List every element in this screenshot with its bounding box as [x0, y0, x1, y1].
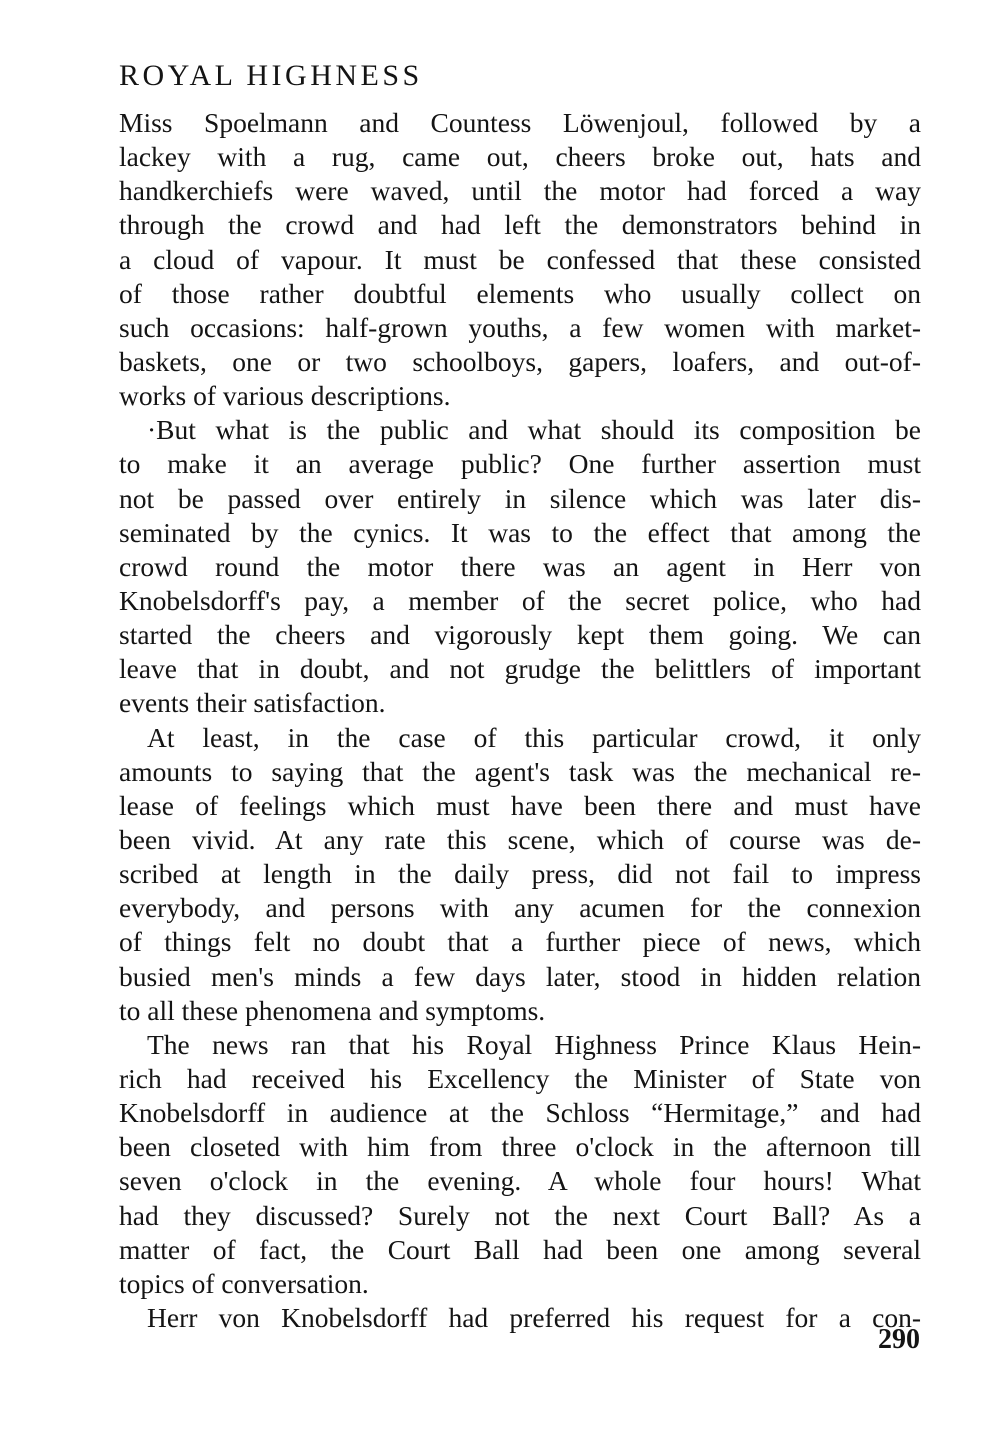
text-line: had they discussed? Surely not the next Court Ball? As a — [119, 1199, 921, 1231]
text-line: lackey with a rug, came out, cheers broke out, hats and — [119, 141, 921, 173]
text-line: handkerchiefs were waved, until the motor had forced a way — [119, 175, 921, 207]
text-line: The news ran that his Royal Highness Prince Klaus Hein- — [147, 1028, 921, 1060]
text-line: Herr von Knobelsdorff had preferred his request for a con- — [147, 1301, 921, 1333]
text-line: such occasions: half-grown youths, a few women with market- — [119, 311, 921, 343]
text-line: topics of conversation. — [119, 1267, 369, 1299]
running-head-title: ROYAL HIGHNESS — [119, 59, 423, 92]
text-line: everybody, and persons with any acumen for the connexion — [119, 892, 921, 924]
text-line: baskets, one or two schoolboys, gapers, loafers, and out-of- — [119, 345, 921, 377]
text-line: Knobelsdorff's pay, a member of the secret police, who had — [119, 584, 921, 616]
page-number: 290 — [878, 1324, 920, 1355]
paragraph-1 — [119, 106, 921, 413]
body-text — [119, 106, 921, 1335]
text-line: to all these phenomena and symptoms. — [119, 994, 546, 1026]
text-line: busied men's minds a few days later, stood in hidden relation — [119, 960, 921, 992]
text-line: seminated by the cynics. It was to the effect that among the — [119, 516, 921, 548]
text-line: been closeted with him from three o'clock in the afternoon till — [119, 1131, 921, 1163]
text-line: At least, in the case of this particular crowd, it only — [147, 721, 921, 753]
text-line: crowd round the motor there was an agent in Herr von — [119, 550, 921, 582]
text-line: through the crowd and had left the demonstrators behind in — [119, 209, 921, 241]
text-line: matter of fact, the Court Ball had been one among several — [119, 1233, 921, 1265]
text-line: a cloud of vapour. It must be confessed that these consisted — [119, 243, 921, 275]
text-line: of those rather doubtful elements who usually collect on — [119, 277, 921, 309]
text-line: events their satisfaction. — [119, 687, 386, 719]
text-line: seven o'clock in the evening. A whole four hours! What — [119, 1165, 921, 1197]
paragraph-5 — [119, 1301, 921, 1335]
text-line: leave that in doubt, and not grudge the belittlers of important — [119, 653, 921, 685]
text-line: been vivid. At any rate this scene, which of course was de- — [119, 823, 921, 855]
text-line: amounts to saying that the agent's task was the mechanical re- — [119, 755, 921, 787]
text-line: started the cheers and vigorously kept them going. We can — [119, 619, 921, 651]
text-line: Knobelsdorff in audience at the Schloss “Hermitage,” and had — [119, 1097, 921, 1129]
text-line: to make it an average public? One further assertion must — [119, 448, 921, 480]
text-line: rich had received his Excellency the Minister of State von — [119, 1062, 921, 1094]
text-line: of things felt no doubt that a further piece of news, which — [119, 926, 921, 958]
text-line: not be passed over entirely in silence which was later dis- — [119, 482, 921, 514]
text-line: scribed at length in the daily press, did not fail to impress — [119, 858, 921, 890]
text-line: Miss Spoelmann and Countess Löwenjoul, followed by a — [119, 107, 921, 138]
text-line: works of various descriptions. — [119, 380, 451, 412]
paragraph-4 — [119, 1028, 921, 1301]
text-line: ·But what is the public and what should its composition be — [147, 414, 921, 446]
text-line: lease of feelings which must have been there and must have — [119, 789, 921, 821]
paragraph-3 — [119, 721, 921, 1028]
paragraph-2 — [119, 413, 921, 720]
